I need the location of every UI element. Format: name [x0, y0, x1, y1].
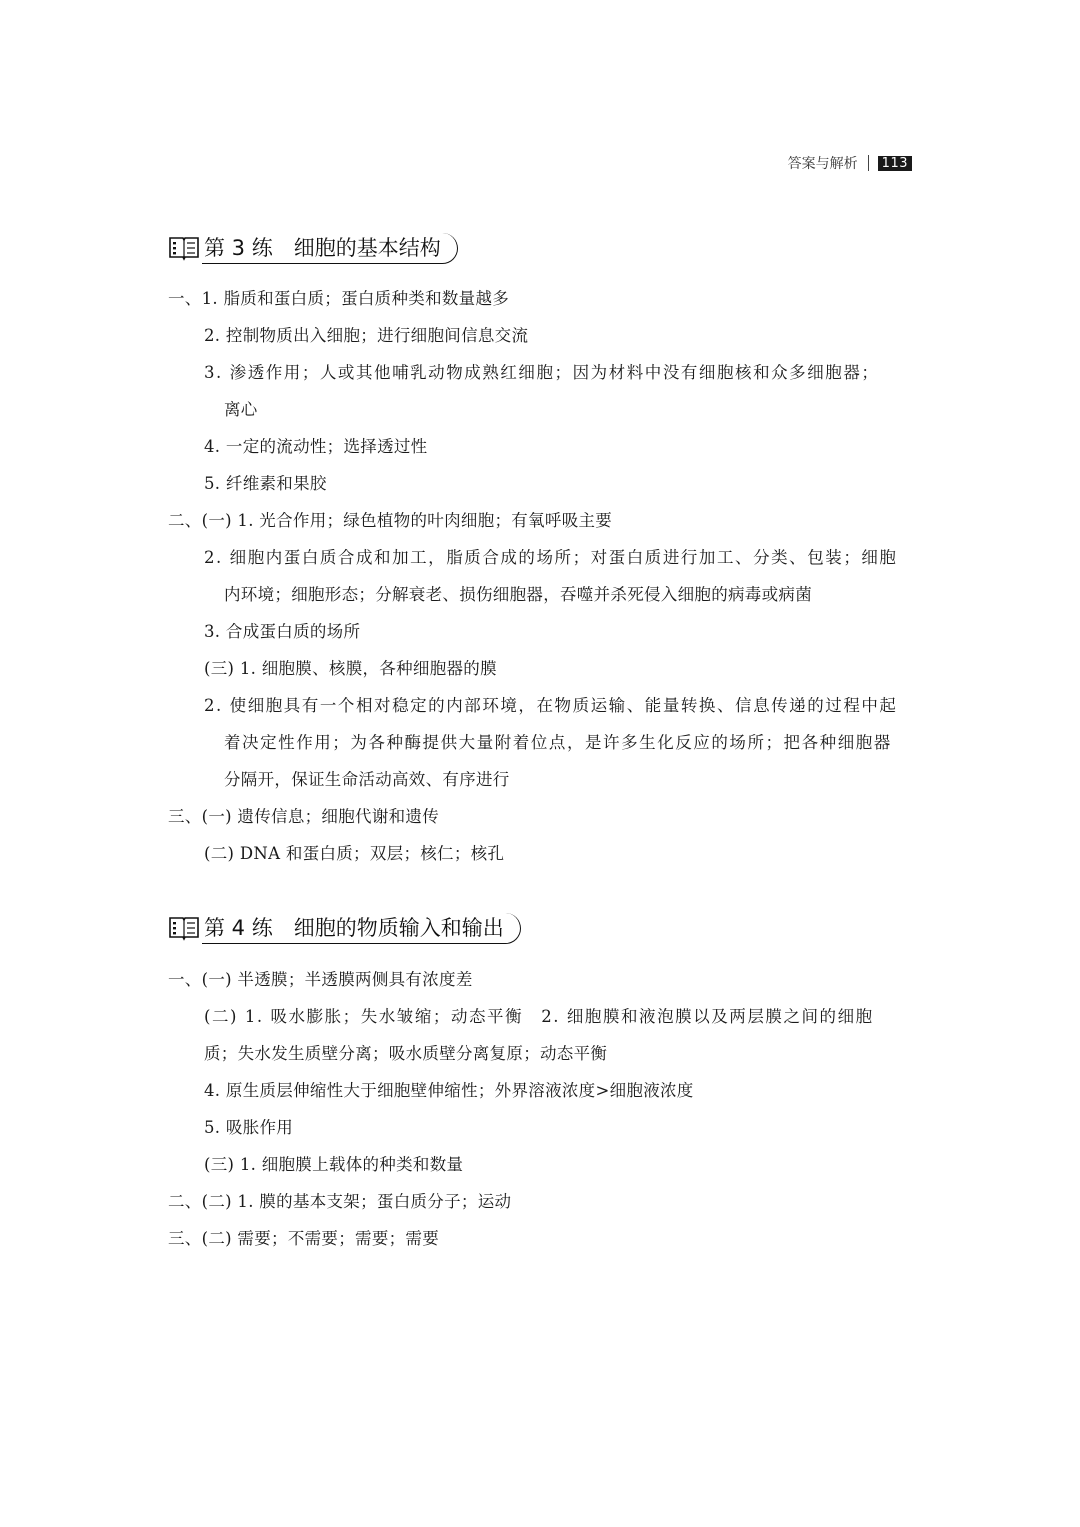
section-title-text: 第 4 练 细胞的物质输入和输出: [202, 913, 521, 944]
answer-line: 分隔开，保证生命活动高效、有序进行: [224, 770, 510, 789]
answer-line: (二) 1. 吸水膨胀；失水皱缩；动态平衡 2. 细胞膜和液泡膜以及两层膜之间的细胞: [204, 1007, 874, 1026]
answer-line: 2. 细胞内蛋白质合成和加工，脂质合成的场所；对蛋白质进行加工、分类、包装；细胞: [204, 548, 898, 567]
answer-line: 5. 纤维素和果胶: [204, 474, 327, 493]
answer-line: 三、(二) 需要；不需要；需要；需要: [168, 1229, 440, 1248]
book-icon: [168, 234, 200, 262]
answer-line: 一、(一) 半透膜；半透膜两侧具有浓度差: [168, 970, 473, 989]
answer-line: (三) 1. 细胞膜、核膜，各种细胞器的膜: [204, 659, 497, 678]
answer-line: 着决定性作用；为各种酶提供大量附着位点，是许多生化反应的场所；把各种细胞器: [224, 733, 892, 752]
section-title-text: 第 3 练 细胞的基本结构: [202, 233, 458, 264]
answer-line: (二) DNA 和蛋白质；双层；核仁；核孔: [204, 844, 505, 863]
answer-line: 2. 使细胞具有一个相对稳定的内部环境，在物质运输、能量转换、信息传递的过程中起: [204, 696, 898, 715]
answer-line: 三、(一) 遗传信息；细胞代谢和遗传: [168, 807, 440, 826]
answer-line: 内环境；细胞形态；分解衰老、损伤细胞器，吞噬并杀死侵入细胞的病毒或病菌: [224, 585, 812, 604]
answer-line: 二、(一) 1. 光合作用；绿色植物的叶肉细胞；有氧呼吸主要: [168, 511, 613, 530]
header-divider: [868, 155, 869, 171]
answer-line: 4. 一定的流动性；选择透过性: [204, 437, 428, 456]
answer-line: 质；失水发生质壁分离；吸水质壁分离复原；动态平衡: [204, 1044, 608, 1063]
page-header: [788, 152, 912, 174]
running-title: 答案与解析: [787, 156, 858, 172]
answer-line: 5. 吸胀作用: [204, 1118, 294, 1137]
answer-line: 3. 渗透作用；人或其他哺乳动物成熟红细胞；因为材料中没有细胞核和众多细胞器；: [204, 363, 880, 382]
answer-line: 一、1. 脂质和蛋白质；蛋白质种类和数量越多: [168, 289, 510, 308]
answer-line: (三) 1. 细胞膜上载体的种类和数量: [204, 1155, 464, 1174]
page-number: 113: [878, 156, 912, 171]
answer-line: 2. 控制物质出入细胞；进行细胞间信息交流: [204, 326, 529, 345]
answer-line: 离心: [224, 400, 258, 419]
answer-line: 4. 原生质层伸缩性大于细胞壁伸缩性；外界溶液浓度>细胞液浓度: [204, 1081, 694, 1100]
book-icon: [168, 914, 200, 942]
section-title-4: [168, 912, 521, 944]
answer-line: 3. 合成蛋白质的场所: [204, 622, 361, 641]
answer-line: 二、(二) 1. 膜的基本支架；蛋白质分子；运动: [168, 1192, 512, 1211]
section-title-3: [168, 232, 458, 264]
